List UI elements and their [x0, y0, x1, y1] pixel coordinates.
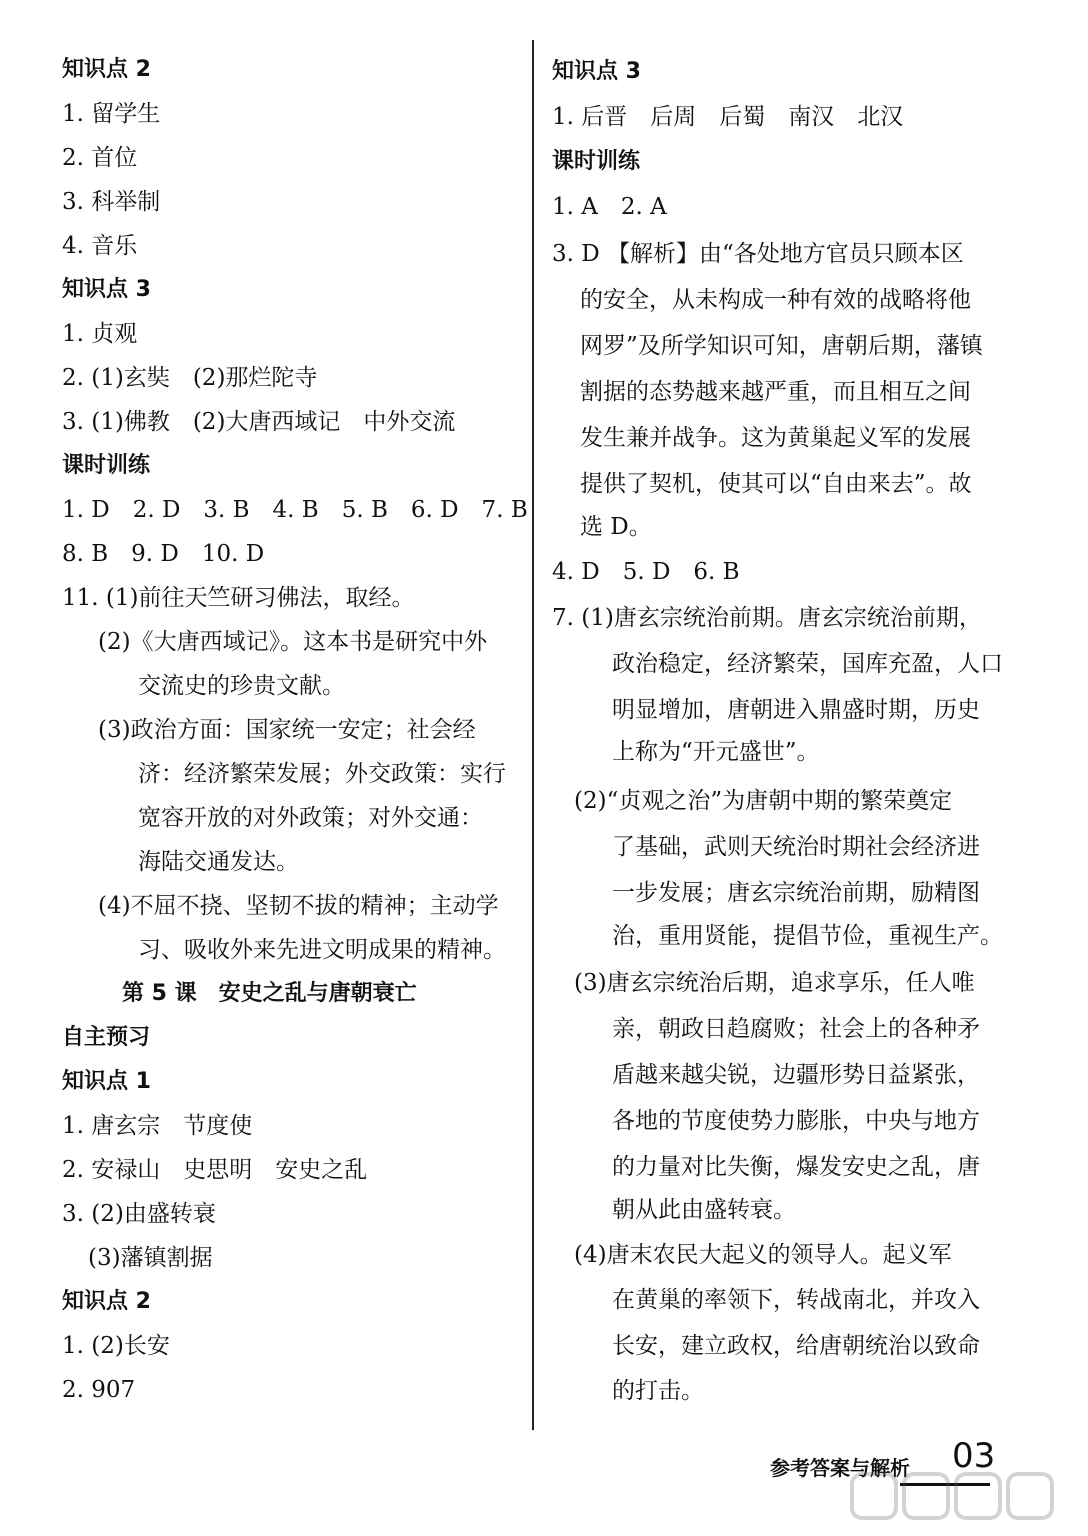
answer-line: (2)《大唐西域记》。这本书是研究中外: [98, 629, 488, 655]
answer-line: 割据的态势越来越严重，而且相互之间: [580, 379, 971, 405]
watermark-logo: [848, 1466, 1058, 1526]
answer-line: 2. 首位: [62, 145, 138, 171]
answer-line: 8. B 9. D 10. D: [62, 541, 265, 567]
lesson-title: 第 5 课 安史之乱与唐朝衰亡: [122, 981, 417, 1006]
answer-line: 的安全，从未构成一种有效的战略将他: [580, 287, 971, 313]
answer-line: 明显增加，唐朝进入鼎盛时期，历史: [612, 697, 980, 723]
answer-line: 宽容开放的对外政策；对外交通：: [138, 805, 483, 831]
answer-line: 选 D。: [580, 514, 652, 540]
answer-line: 治，重用贤能，提倡节俭，重视生产。: [612, 923, 1003, 949]
answer-line: 的力量对比失衡，爆发安史之乱，唐: [612, 1154, 980, 1180]
answer-line: (3)政治方面：国家统一安定；社会经: [98, 717, 476, 743]
answer-line: 盾越来越尖锐，边疆形势日益紧张，: [612, 1062, 980, 1088]
answer-line: 网罗”及所学知识可知，唐朝后期，藩镇: [580, 333, 983, 359]
section-heading: 课时训练: [62, 453, 151, 478]
answer-line: 长安，建立政权，给唐朝统治以致命: [612, 1333, 980, 1359]
answer-line: 海陆交通发达。: [138, 849, 299, 875]
answer-line: 交流史的珍贵文献。: [138, 673, 345, 699]
answer-line: 济：经济繁荣发展；外交政策：实行: [138, 761, 506, 787]
answer-line: 上称为“开元盛世”。: [612, 739, 820, 765]
section-heading: 知识点 3: [62, 277, 151, 302]
page-number: 03: [952, 1436, 996, 1476]
answer-line: 1. 留学生: [62, 101, 161, 127]
answer-line: 2. 907: [62, 1377, 136, 1403]
answer-line: (3)唐玄宗统治后期，追求享乐，任人唯: [574, 970, 975, 996]
answer-line: 1. D 2. D 3. B 4. B 5. B 6. D 7. B: [62, 497, 528, 523]
section-heading: 知识点 1: [62, 1069, 151, 1094]
answer-line: 2. 安禄山 史思明 安史之乱: [62, 1157, 368, 1183]
answer-line: 政治稳定，经济繁荣，国库充盈，人口: [612, 651, 1003, 677]
answer-line: 1. 唐玄宗 节度使: [62, 1113, 253, 1139]
answer-line: 4. D 5. D 6. B: [552, 559, 740, 585]
footer-label: 参考答案与解析: [770, 1456, 910, 1480]
answer-line: 的打击。: [612, 1378, 704, 1404]
section-heading: 自主预习: [62, 1025, 151, 1050]
answer-line: 3. (1)佛教 (2)大唐西域记 中外交流: [62, 409, 456, 435]
section-heading: 知识点 3: [552, 59, 641, 84]
answer-line: 3. D 【解析】由“各处地方官员只顾本区: [552, 241, 964, 267]
answer-line: 朝从此由盛转衰。: [612, 1197, 796, 1223]
answer-line: (2)“贞观之治”为唐朝中期的繁荣奠定: [574, 788, 953, 814]
section-heading: 知识点 2: [62, 1289, 151, 1314]
answer-line: (4)不屈不挠、坚韧不拔的精神；主动学: [98, 893, 499, 919]
section-heading: 课时训练: [552, 149, 641, 174]
answer-line: 习、吸收外来先进文明成果的精神。: [138, 937, 506, 963]
column-divider: [532, 40, 534, 1430]
answer-line: 亲，朝政日趋腐败；社会上的各种矛: [612, 1016, 980, 1042]
answer-line: 提供了契机，使其可以“自由来去”。故: [580, 471, 972, 497]
answer-line: 3. 科举制: [62, 189, 161, 215]
answer-line: 4. 音乐: [62, 233, 138, 259]
answer-line: 各地的节度使势力膨胀，中央与地方: [612, 1108, 980, 1134]
answer-line: 3. (2)由盛转衰: [62, 1201, 216, 1227]
answer-line: (4)唐末农民大起义的领导人。起义军: [574, 1242, 952, 1268]
answer-line: 7. (1)唐玄宗统治前期。唐玄宗统治前期，: [552, 605, 982, 631]
answer-line: 了基础，武则天统治时期社会经济进: [612, 834, 980, 860]
section-heading: 知识点 2: [62, 57, 151, 82]
answer-line: 1. A 2. A: [552, 194, 667, 220]
answer-line: 1. (2)长安: [62, 1333, 170, 1359]
answer-line: 1. 后晋 后周 后蜀 南汉 北汉: [552, 104, 904, 130]
answer-line: 在黄巢的率领下，转战南北，并攻入: [612, 1287, 980, 1313]
answer-line: 发生兼并战争。这为黄巢起义军的发展: [580, 425, 971, 451]
answer-line: 11. (1)前往天竺研习佛法，取经。: [62, 585, 415, 611]
answer-line: 2. (1)玄奘 (2)那烂陀寺: [62, 365, 318, 391]
answer-line: 1. 贞观: [62, 321, 138, 347]
answer-line: (3)藩镇割据: [88, 1245, 213, 1271]
answer-line: 一步发展；唐玄宗统治前期，励精图: [612, 880, 980, 906]
